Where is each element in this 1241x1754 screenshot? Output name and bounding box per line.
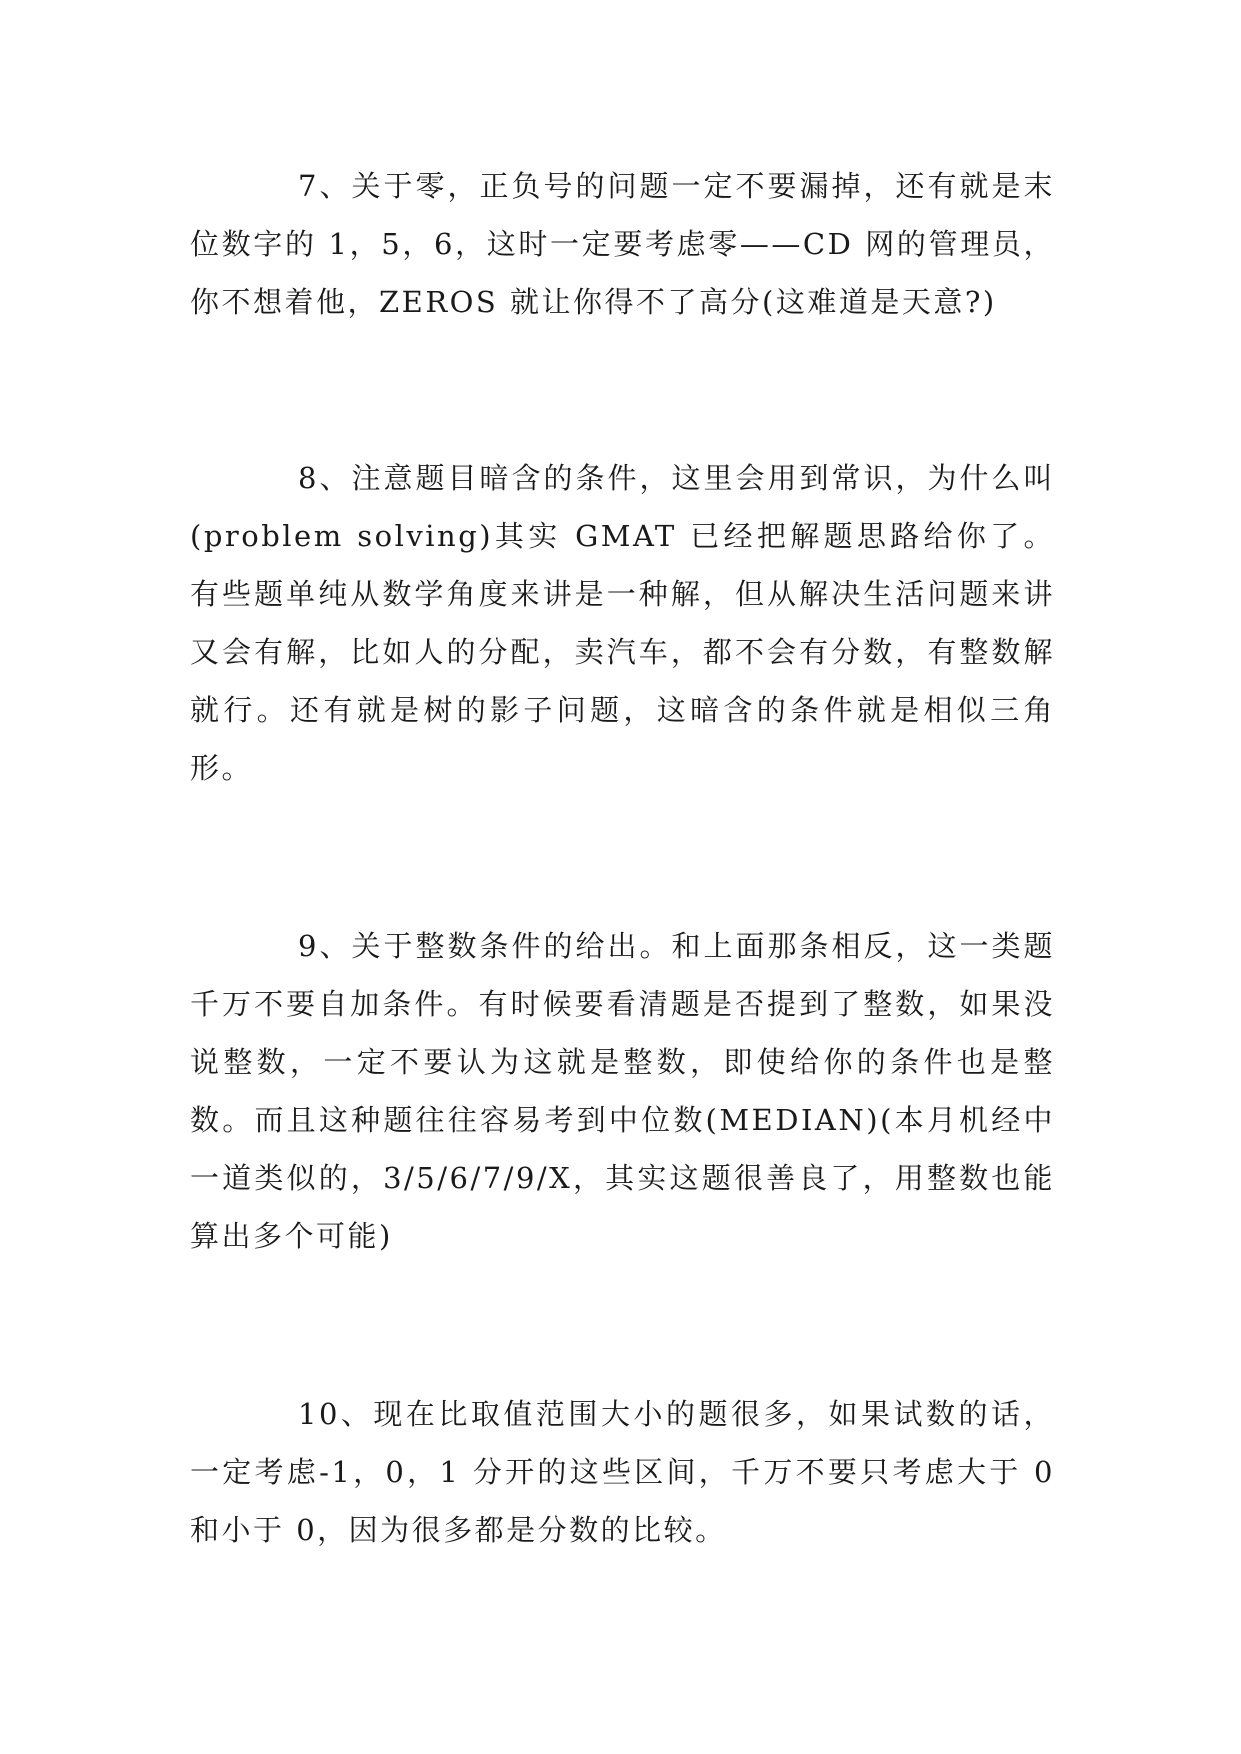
paragraph-tip-9: 9、关于整数条件的给出。和上面那条相反，这一类题千万不要自加条件。有时候要看清题是否提到了整数，如果没说整数，一定不要认为这就是整数，即使给你的条件也是整数。而且这种题往往容易考到中位数(MEDIAN)(本月机经中一道类似的，3/5/6/7/9/X，其实这题很善良了，用整数也能算出多个可能): [190, 929, 1055, 1253]
paragraph-tip-10: 10、现在比取值范围大小的题很多，如果试数的话，一定考虑-1，0，1 分开的这些区间，千万不要只考虑大于 0 和小于 0，因为很多都是分数的比较。: [190, 1397, 1055, 1547]
paragraph-tip-8: 8、注意题目暗含的条件，这里会用到常识，为什么叫(problem solving)其实 GMAT 已经把解题思路给你了。有些题单纯从数学角度来讲是一种解，但从解决生活问题来讲又会有解，比如人的分配，卖汽车，都不会有分数，有整数解就行。还有就是树的影子问题，这暗含的条件就是相似三角形。: [190, 461, 1055, 785]
paragraph-tip-7: 7、关于零，正负号的问题一定不要漏掉，还有就是末位数字的 1，5，6，这时一定要考虑零——CD 网的管理员，你不想着他，ZEROS 就让你得不了高分(这难道是天意?): [190, 169, 1055, 319]
